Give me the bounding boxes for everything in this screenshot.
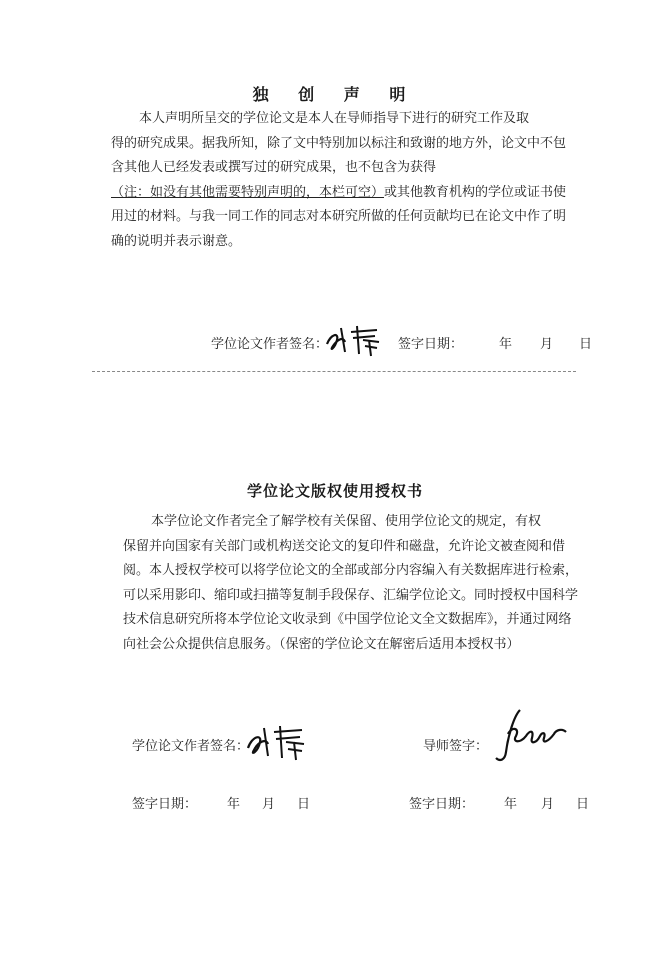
authorization-line: 技术信息研究所将本学位论文收录到《中国学位论文全文数据库》，并通过网络 <box>123 612 572 627</box>
declaration-line: 确的说明并表示谢意。 <box>111 233 242 249</box>
authorization-author-year-label: 年 <box>227 797 241 812</box>
authorization-title: 学位论文版权使用授权书 <box>246 482 423 500</box>
section-divider <box>92 371 576 372</box>
author-signature-image <box>244 722 310 762</box>
authorization-line: 本学位论文作者完全了解学校有关保留、使用学位论文的规定，有权 <box>151 514 542 529</box>
declaration-date-label: 签字日期： <box>398 337 464 352</box>
declaration-line-with-note <box>111 181 577 206</box>
authorization-line: 阅。本人授权学校可以将学位论文的全部或部分内容编入有关数据库进行检索， <box>123 563 579 578</box>
declaration-date-row <box>398 333 592 352</box>
declaration-title: 独 创 声 明 <box>252 85 418 104</box>
advisor-year-label: 年 <box>504 797 518 812</box>
declaration-line: 用过的材料。与我一同工作的同志对本研究所做的任何贡献均已在论文中作了明 <box>111 209 567 224</box>
authorization-author-day-label: 日 <box>297 797 311 812</box>
authorization-author-sign-label: 学位论文作者签名： <box>132 739 250 754</box>
advisor-sign-label: 导师签字： <box>423 739 489 754</box>
declaration-line: 含其他人已经发表或撰写过的研究成果，也不包含为获得 <box>111 160 437 175</box>
authorization-line: 向社会公众提供信息服务。（保密的学位论文在解密后适用本授权书） <box>123 636 520 652</box>
authorization-author-month-label: 月 <box>262 797 276 812</box>
advisor-day-label: 日 <box>576 797 590 812</box>
advisor-month-label: 月 <box>541 797 555 812</box>
authorization-line: 可以采用影印、缩印或扫描等复制手段保存、汇编学位论文。同时授权中国科学 <box>123 587 579 603</box>
authorization-line: 保留并向国家有关部门或机构送交论文的复印件和磁盘，允许论文被查阅和借 <box>123 538 566 554</box>
author-signature-image <box>323 322 385 358</box>
declaration-day-label: 日 <box>579 337 593 352</box>
advisor-date-label: 签字日期： <box>409 797 475 812</box>
declaration-year-label: 年 <box>499 337 513 352</box>
declaration-line: 得的研究成果。据我所知，除了文中特别加以标注和致谢的地方外，论文中不包 <box>111 135 567 151</box>
declaration-note: （注：如没有其他需要特别声明的，本栏可空） <box>111 184 385 200</box>
declaration-line: 或其他教育机构的学位或证书使 <box>384 184 567 200</box>
advisor-date-row <box>409 793 589 812</box>
authorization-author-date-label: 签字日期： <box>132 797 198 812</box>
advisor-signature-image <box>486 706 572 766</box>
authorization-body <box>123 510 579 657</box>
declaration-author-sign-label: 学位论文作者签名： <box>211 337 329 352</box>
declaration-month-label: 月 <box>540 337 554 352</box>
declaration-line: 本人声明所呈交的学位论文是本人在导师指导下进行的研究工作及取 <box>139 111 530 126</box>
authorization-author-date-row <box>132 793 310 812</box>
declaration-body <box>111 107 577 254</box>
